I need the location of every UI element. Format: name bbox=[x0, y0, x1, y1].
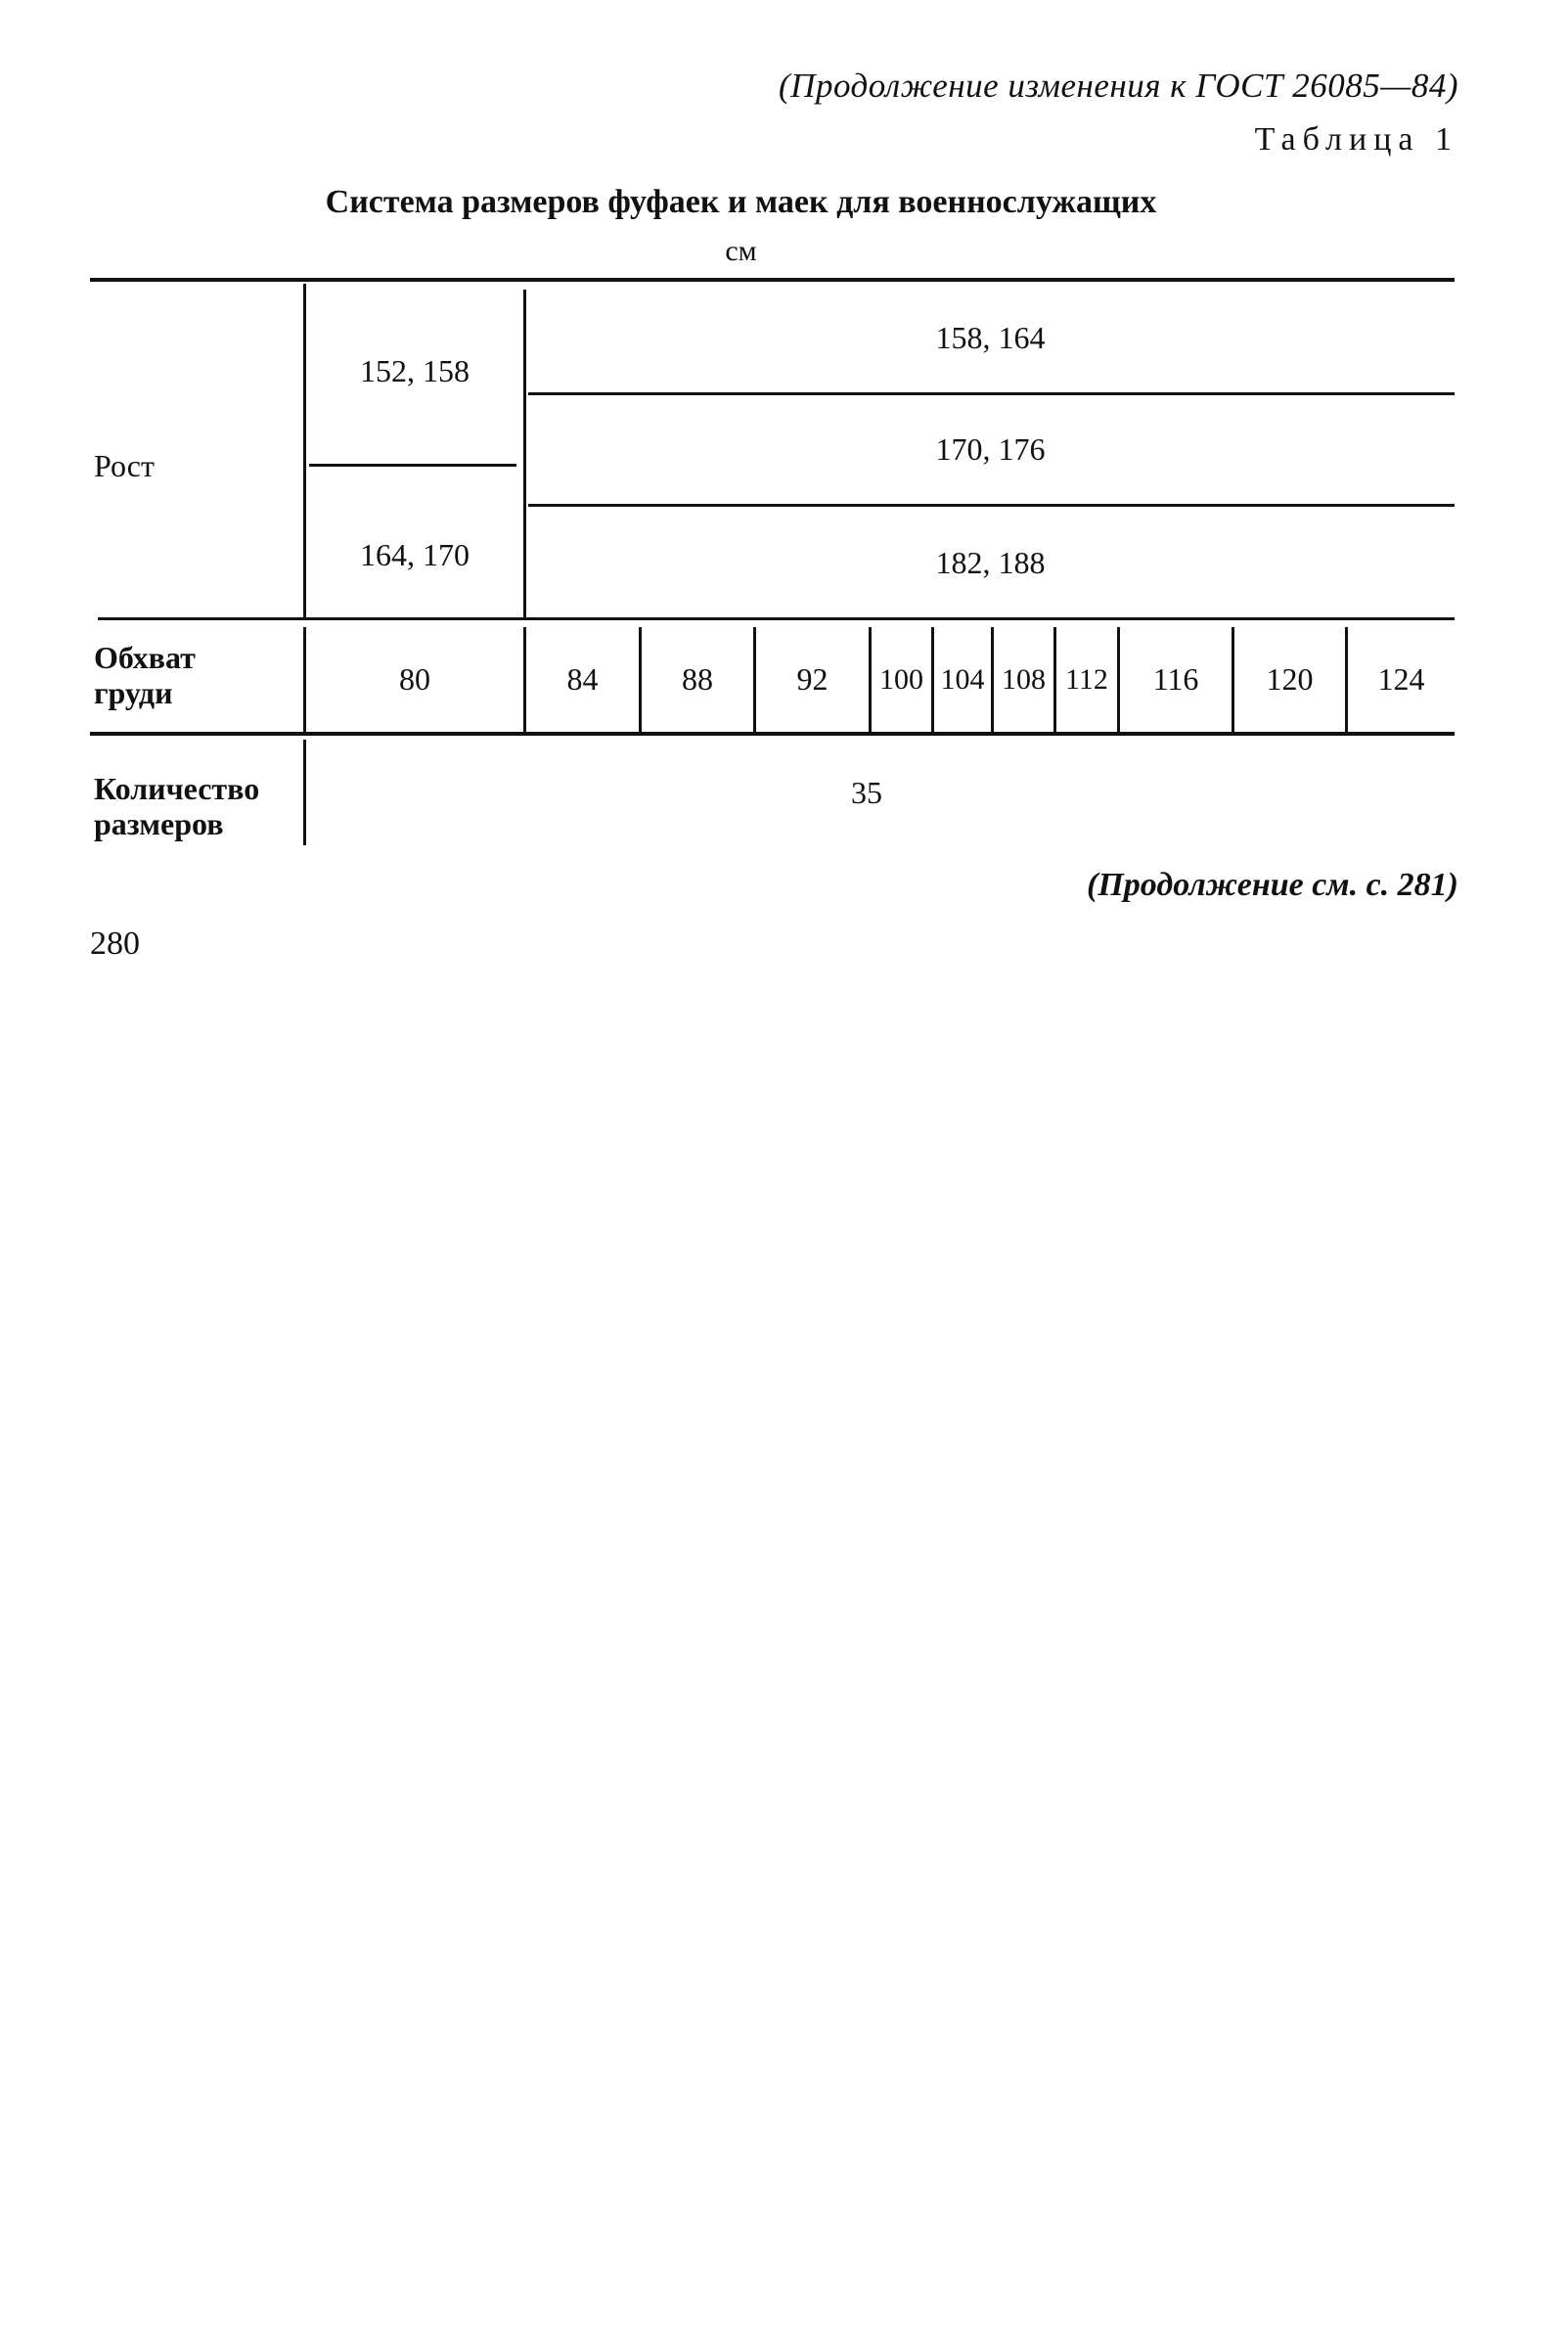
chest-value-116: 116 bbox=[1152, 661, 1199, 697]
height-right-group-3: 182, 188 bbox=[935, 544, 1046, 580]
chest-value-112: 112 bbox=[1065, 662, 1108, 696]
chest-value-80: 80 bbox=[399, 661, 430, 697]
page-number: 280 bbox=[90, 926, 140, 962]
height-right-group-2: 170, 176 bbox=[935, 430, 1046, 467]
chest-value-104: 104 bbox=[940, 662, 985, 696]
table-title-text: Система размеров фуфаек и маек для военнослужащих bbox=[325, 184, 1157, 220]
chest-value-100: 100 bbox=[879, 662, 923, 696]
table-title bbox=[0, 184, 1568, 221]
chest-value-120: 120 bbox=[1266, 661, 1314, 697]
chest-value-84: 84 bbox=[566, 661, 599, 697]
count-label-line-2: размеров bbox=[94, 806, 224, 841]
count-label-line-1: Количество bbox=[94, 771, 260, 806]
table-top-rule bbox=[90, 278, 1455, 282]
table-number-label: Таблица 1 bbox=[1254, 121, 1458, 158]
table-unit bbox=[0, 235, 1568, 268]
height-right-group-1: 158, 164 bbox=[935, 319, 1046, 355]
continuation-footer-note: (Продолжение см. с. 281) bbox=[1087, 867, 1458, 903]
height-left-group-2: 164, 170 bbox=[360, 536, 470, 572]
count-value: 35 bbox=[851, 774, 882, 810]
height-bottom-rule bbox=[98, 617, 1455, 620]
chest-value-108: 108 bbox=[1002, 662, 1046, 696]
height-left-group-1: 152, 158 bbox=[360, 352, 470, 388]
chest-bottom-rule bbox=[90, 732, 1455, 736]
chest-value-88: 88 bbox=[682, 661, 713, 697]
chest-value-92: 92 bbox=[796, 661, 829, 697]
count-row-label bbox=[94, 771, 259, 841]
chest-value-124: 124 bbox=[1377, 661, 1425, 697]
right-group-rule-2 bbox=[528, 504, 1455, 507]
left-group-split-rule bbox=[309, 464, 516, 467]
chest-row-label bbox=[94, 640, 196, 710]
continuation-header-note: (Продолжение изменения к ГОСТ 26085—84) bbox=[779, 67, 1458, 105]
right-group-rule-1 bbox=[528, 392, 1455, 395]
chest-label-line-2: груди bbox=[94, 675, 173, 710]
table-unit-text: см bbox=[725, 235, 757, 267]
height-row-label: Рост bbox=[94, 448, 155, 483]
chest-label-line-1: Обхват bbox=[94, 640, 196, 675]
